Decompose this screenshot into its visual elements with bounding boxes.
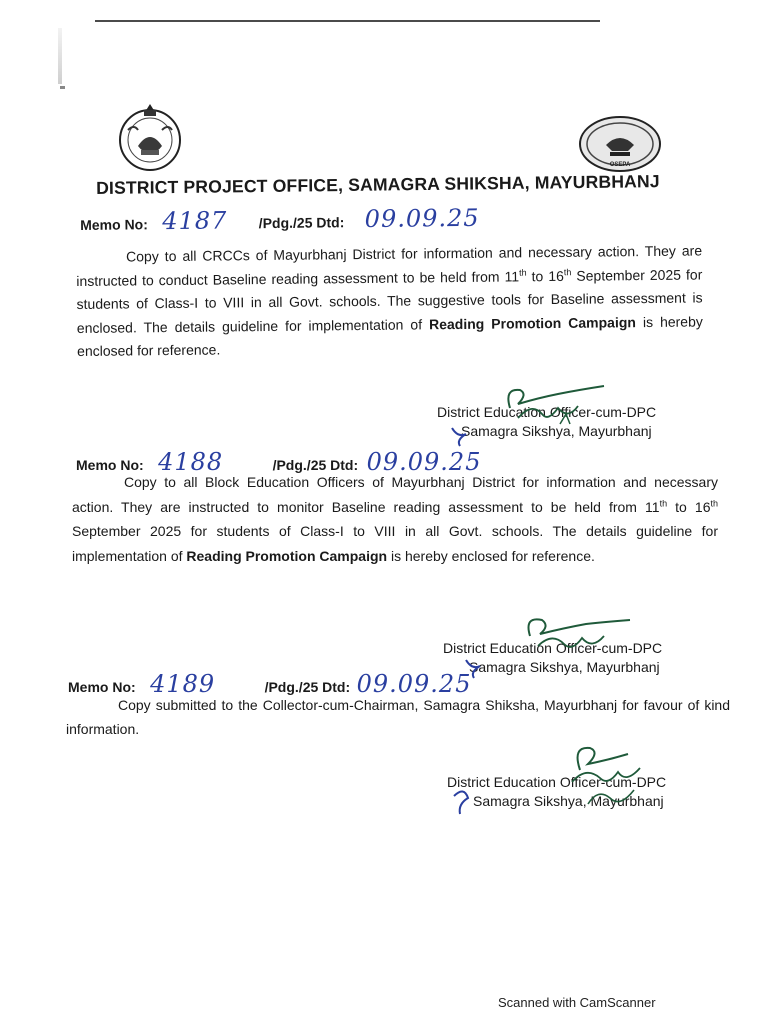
scan-top-border [95,20,600,22]
memo-date-handwritten: 09.09.25 [364,203,480,234]
page-title: DISTRICT PROJECT OFFICE, SAMAGRA SHIKSHA, MAYURBHANJ [96,171,660,198]
memo-number-handwritten: 4187 [162,206,228,236]
signatory-title: District Education Officer-cum-DPC [447,774,667,790]
memo-ref: /Pdg./25 Dtd: [264,679,351,695]
memo-ref: /Pdg./25 Dtd: [272,457,359,473]
campaign-name: Reading Promotion Campaign [428,313,637,332]
memo-ref: /Pdg./25 Dtd: [258,214,345,232]
memo-body-3: Copy submitted to the Collector-cum-Chairman, Samagra Shiksha, Mayurbhanj for favour of kind information. [66,697,730,737]
signature-block-3 [447,773,666,811]
signature-block-1 [437,403,656,441]
signatory-title: District Education Officer-cum-DPC [437,404,657,420]
signatory-office: Samagra Sikshya, Mayurbhanj [469,659,660,675]
odisha-government-emblem-icon [108,102,192,174]
osepa-logo-icon [578,115,662,173]
memo-label: Memo No: [80,216,148,233]
memo-label: Memo No: [76,457,144,473]
scan-speck [60,86,65,89]
memo-body-2: Copy to all Block Education Officers of Mayurbhanj District for information and necessary action. They are instructed to monitor Baseline reading assessment to be held from 11th to 16th September 2025 for students of Class-I to VIII in all Govt. schools. The details guideline for implementation of Reading Promotion Campaign is hereby enclosed for reference. [72,474,718,564]
signatory-office: Samagra Sikshya, Mayurbhanj [473,793,664,809]
memo-header-1 [80,204,480,236]
osepa-logo-text: OSEPA [609,162,631,168]
campaign-name: Reading Promotion Campaign [186,547,388,564]
scanner-watermark: Scanned with CamScanner [498,995,656,1010]
memo-number-handwritten: 4189 [150,670,216,698]
signature-block-2 [443,639,662,677]
signatory-title: District Education Officer-cum-DPC [443,640,663,656]
memo-date-handwritten: 09.09.25 [366,448,482,476]
scan-edge-mark [58,28,62,84]
memo-body-1: Copy to all CRCCs of Mayurbhanj District for information and necessary action. They are instructed to conduct Baseline reading assessment to be held from 11th to 16th September 2025 for students of Class-I to VIII in all Govt. schools. The suggestive tools for Baseline assessment is enclosed. The details guideline for implementation of Reading Promotion Campaign is hereby enclosed for reference. [76,242,703,359]
memo-number-handwritten: 4188 [158,448,224,476]
memo-date-handwritten: 09.09.25 [356,670,472,698]
memo-label: Memo No: [68,679,136,695]
signatory-office: Samagra Sikshya, Mayurbhanj [461,423,652,439]
